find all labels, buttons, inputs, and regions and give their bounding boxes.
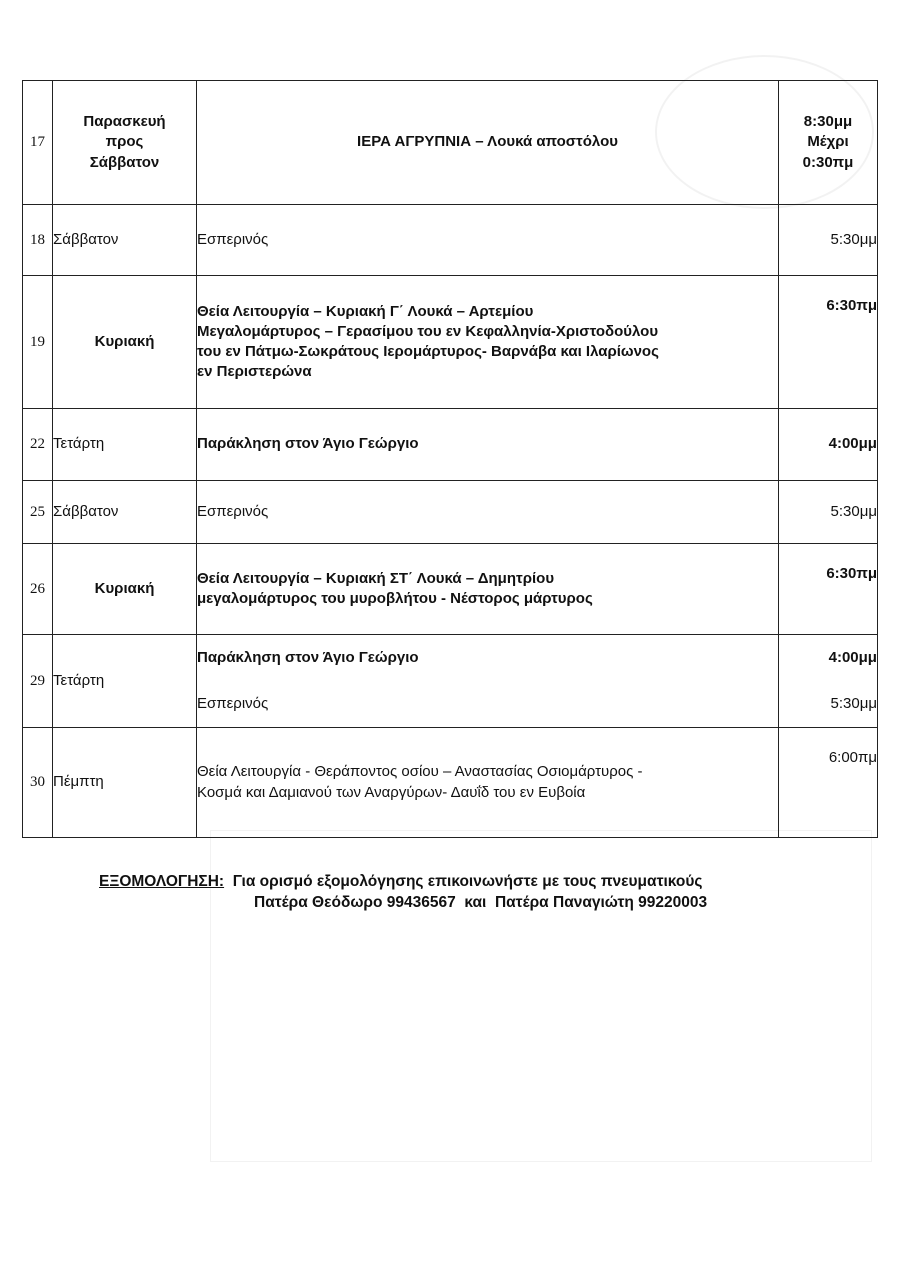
- day-cell: Τετάρτη: [53, 635, 197, 728]
- time-line: 8:30μμ: [803, 113, 853, 131]
- time-cell: 5:30μμ: [779, 481, 878, 544]
- date-cell: 25: [23, 481, 53, 544]
- time-cell: 6:30πμ: [779, 544, 878, 635]
- service-description: [197, 276, 779, 409]
- time-line: Μέχρι: [807, 133, 849, 151]
- time-cell: 6:00πμ: [779, 728, 878, 838]
- time-line: 4:00μμ: [828, 648, 877, 666]
- line-spacer: [197, 668, 778, 694]
- day-cell: Πέμπτη: [53, 728, 197, 838]
- time-line: 5:30μμ: [830, 695, 877, 712]
- date-cell: 22: [23, 409, 53, 481]
- time-cell: 5:30μμ: [779, 205, 878, 276]
- day-cell: Σάββατον: [53, 481, 197, 544]
- description-line: Θεία Λειτουργία – Κυριακή ΣΤ΄ Λουκά – Δημητρίου: [197, 569, 555, 587]
- confession-text: Για ορισμό εξομολόγησης επικοινωνήστε με τους πνευματικούς: [224, 873, 703, 890]
- day-cell: Σάββατον: [53, 205, 197, 276]
- table-row: [23, 544, 878, 635]
- table-row: [23, 728, 878, 838]
- confession-contacts: Πατέρα Θεόδωρο 99436567 και Πατέρα Παναγιώτη 99220003: [254, 894, 708, 911]
- service-description: [197, 544, 779, 635]
- service-description: Εσπερινός: [197, 205, 779, 276]
- time-cell: 6:30πμ: [779, 276, 878, 409]
- day-line: προς: [105, 133, 144, 151]
- service-description: ΙΕΡΑ ΑΓΡΥΠΝΙΑ – Λουκά αποστόλου: [197, 81, 779, 205]
- confession-notice: [0, 871, 906, 913]
- date-cell: 19: [23, 276, 53, 409]
- date-cell: 18: [23, 205, 53, 276]
- day-cell: Τετάρτη: [53, 409, 197, 481]
- description-line: Κοσμά και Δαμιανού των Αναργύρων- Δαυΐδ του εν Ευβοία: [197, 783, 586, 801]
- table-row: [23, 409, 878, 481]
- description-line: Θεία Λειτουργία – Κυριακή Γ΄ Λουκά – Αρτεμίου: [197, 302, 534, 320]
- description-line: Μεγαλομάρτυρος – Γερασίμου του εν Κεφαλληνία-Χριστοδούλου: [197, 322, 659, 340]
- table-row: [23, 276, 878, 409]
- day-cell: [53, 81, 197, 205]
- table-row: [23, 81, 878, 205]
- description-line: Παράκληση στον Άγιο Γεώργιο: [197, 648, 419, 666]
- date-cell: 30: [23, 728, 53, 838]
- date-cell: 17: [23, 81, 53, 205]
- day-cell: Κυριακή: [53, 276, 197, 409]
- service-description: [197, 635, 779, 728]
- day-cell: Κυριακή: [53, 544, 197, 635]
- confession-notice-line1: [99, 871, 906, 892]
- description-line: του εν Πάτμω-Σωκράτους Ιερομάρτυρος- Βαρνάβα και Ιλαρίωνος: [197, 343, 659, 360]
- date-cell: 29: [23, 635, 53, 728]
- table-row: [23, 481, 878, 544]
- description-line: Εσπερινός: [197, 695, 269, 712]
- table-row: [23, 205, 878, 276]
- services-schedule-table: [22, 80, 878, 838]
- service-description: [197, 728, 779, 838]
- time-line: 0:30πμ: [802, 153, 854, 171]
- description-line: μεγαλομάρτυρος του μυροβλήτου - Νέστορος μάρτυρος: [197, 590, 593, 607]
- service-description: Παράκληση στον Άγιο Γεώργιο: [197, 409, 779, 481]
- service-description: Εσπερινός: [197, 481, 779, 544]
- day-line: Παρασκευή: [83, 113, 166, 131]
- table-row: [23, 635, 878, 728]
- description-line: εν Περιστερώνα: [197, 363, 312, 381]
- time-cell: [779, 635, 878, 728]
- date-cell: 26: [23, 544, 53, 635]
- line-spacer: [779, 668, 877, 694]
- time-cell: [779, 81, 878, 205]
- description-line: Θεία Λειτουργία - Θεράποντος οσίου – Αναστασίας Οσιομάρτυρος -: [197, 763, 643, 781]
- day-line: Σάββατον: [89, 153, 160, 171]
- time-cell: 4:00μμ: [779, 409, 878, 481]
- confession-heading: ΕΞΟΜΟΛΟΓΗΣΗ:: [99, 873, 225, 890]
